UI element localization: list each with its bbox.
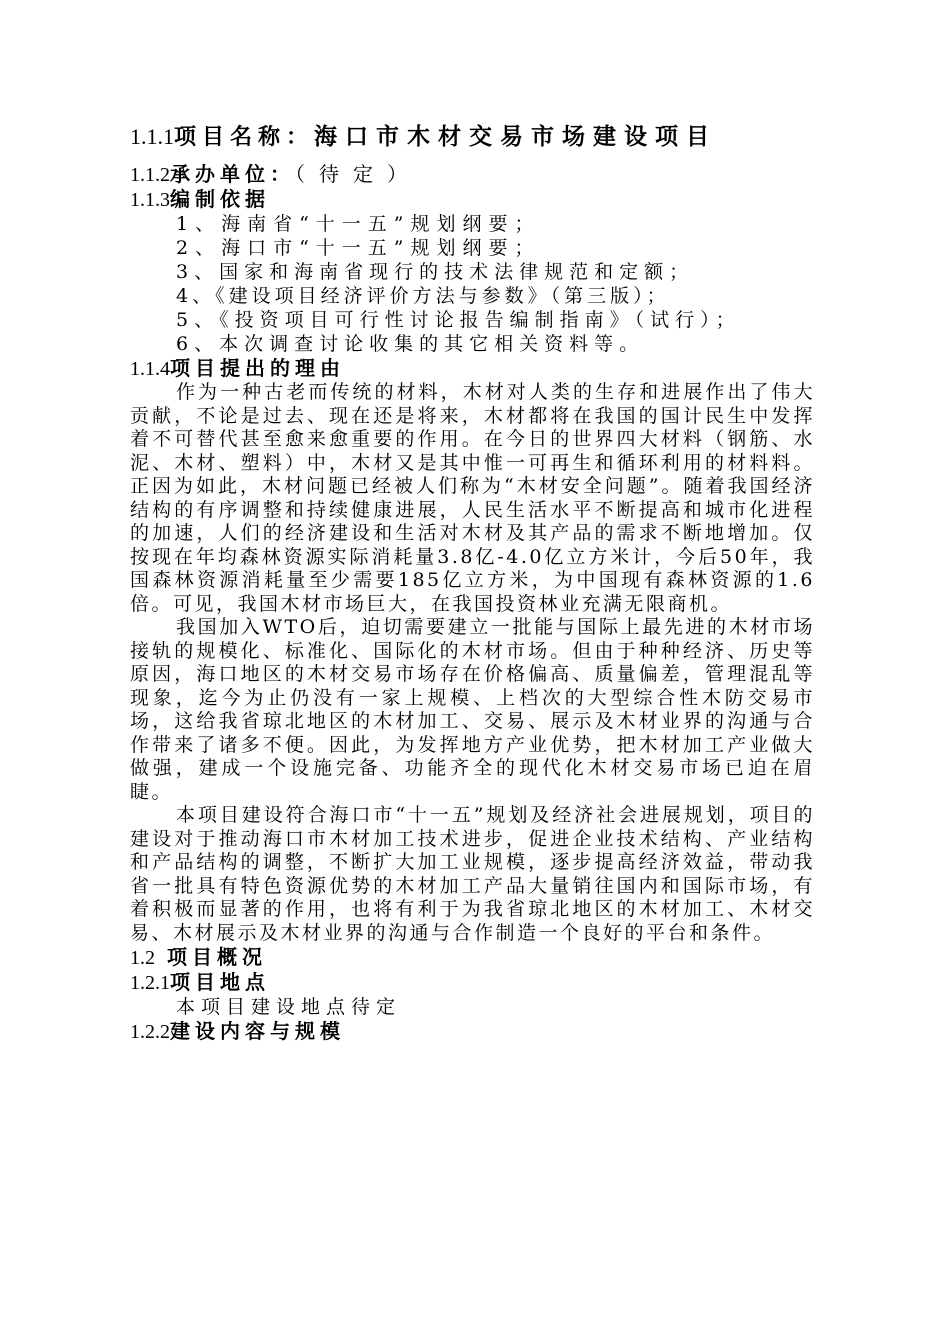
section-label: 建设内容与规模: [170, 1019, 345, 1043]
basis-item: 4、《建设项目经济评价方法与参数》（第三版）；: [176, 285, 670, 307]
section-number: 1.1.1: [130, 124, 174, 149]
section-label: 项目概况: [166, 945, 267, 969]
section-label: 承办单位：: [170, 162, 295, 186]
section-number: 1.2.2: [130, 1021, 170, 1043]
section-label: 项目地点: [170, 970, 270, 994]
section-number: 1.1.4: [130, 358, 170, 380]
basis-item: 5、《投资项目可行性讨论报告编制指南》（试行）；: [176, 309, 741, 331]
heading-1-2-1: [130, 970, 815, 995]
heading-1-1-4: [130, 356, 815, 381]
heading-1-1-2: [130, 162, 815, 187]
basis-item: 3、国家和海南省现行的技术法律规范和定额；: [176, 261, 695, 283]
heading-1-2: [130, 945, 815, 970]
section-number: 1.2: [130, 947, 155, 969]
heading-1-2-2: [130, 1019, 815, 1044]
basis-item: 6、本次调查讨论收集的其它相关资料等。: [176, 333, 645, 355]
reason-paragraph: 我国加入WTO后，迫切需要建立一批能与国际上最先进的木材市场接轨的规模化、标准化、国际化的木材市场。但由于种种经济、历史等原因，海口地区的木材交易市场存在价格偏高、质量偏差，管理混乱等现象，迄今为止仍没有一家上规模、上档次的大型综合性木防交易市场，这给我省琼北地区的木材加工、交易、展示及木材业界的沟通与合作带来了诸多不便。因此，为发挥地方产业优势，把木材加工产业做大做强，建成一个设施完备、功能齐全的现代化木材交易市场已迫在眉睫。: [130, 616, 815, 803]
reason-paragraph: 本项目建设符合海口市“十一五”规划及经济社会进展规划，项目的建设对于推动海口市木材加工技术进步，促进企业技术结构、产业结构和产品结构的调整，不断扩大加工业规模，逐步提高经济效益，带动我省一批具有特色资源优势的木材加工产品大量销往国内和国际市场，有着积极而显著的作用，也将有利于为我省琼北地区的木材加工、木材交易、木材展示及木材业界的沟通与合作制造一个良好的平台和条件。: [130, 804, 815, 944]
basis-item: 2、海口市“十一五”规划纲要；: [176, 237, 541, 259]
undertaking-unit: （待定）: [295, 162, 421, 186]
section-label: 编制依据: [170, 187, 270, 211]
section-number: 1.2.1: [130, 972, 170, 994]
section-number: 1.1.2: [130, 164, 170, 186]
section-number: 1.1.3: [130, 189, 170, 211]
heading-1-1-3: [130, 187, 815, 212]
location-text: 本项目建设地点待定: [176, 996, 402, 1018]
section-label: 项目名称：: [174, 124, 315, 150]
reason-paragraph: 作为一种古老而传统的材料，木材对人类的生存和进展作出了伟大贡献，不论是过去、现在还是将来，木材都将在我国的国计民生中发挥着不可替代甚至愈来愈重要的作用。在今日的世界四大材料（钢筋、水泥、木材、塑料）中，木材又是其中惟一可再生和循环利用的材料料。正因为如此，木材问题已经被人们称为“木材安全问题”。随着我国经济结构的有序调整和持续健康进展，人民生活水平不断提高和城市化进程的加速，人们的经济建设和生活对木材及其产品的需求不断地增加。仅按现在年均森林资源实际消耗量3.8亿-4.0亿立方米计，今后50年，我国森林资源消耗量至少需要185亿立方米，为中国现有森林资源的1.6倍。可见，我国木材市场巨大，在我国投资林业充满无限商机。: [130, 381, 815, 615]
document-page: [130, 118, 815, 1044]
heading-1-1-1: [130, 118, 815, 156]
basis-item: 1、海南省“十一五”规划纲要；: [176, 213, 541, 235]
project-name: 海口市木材交易市场建设项目: [314, 123, 718, 150]
section-label: 项目提出的理由: [170, 356, 345, 380]
